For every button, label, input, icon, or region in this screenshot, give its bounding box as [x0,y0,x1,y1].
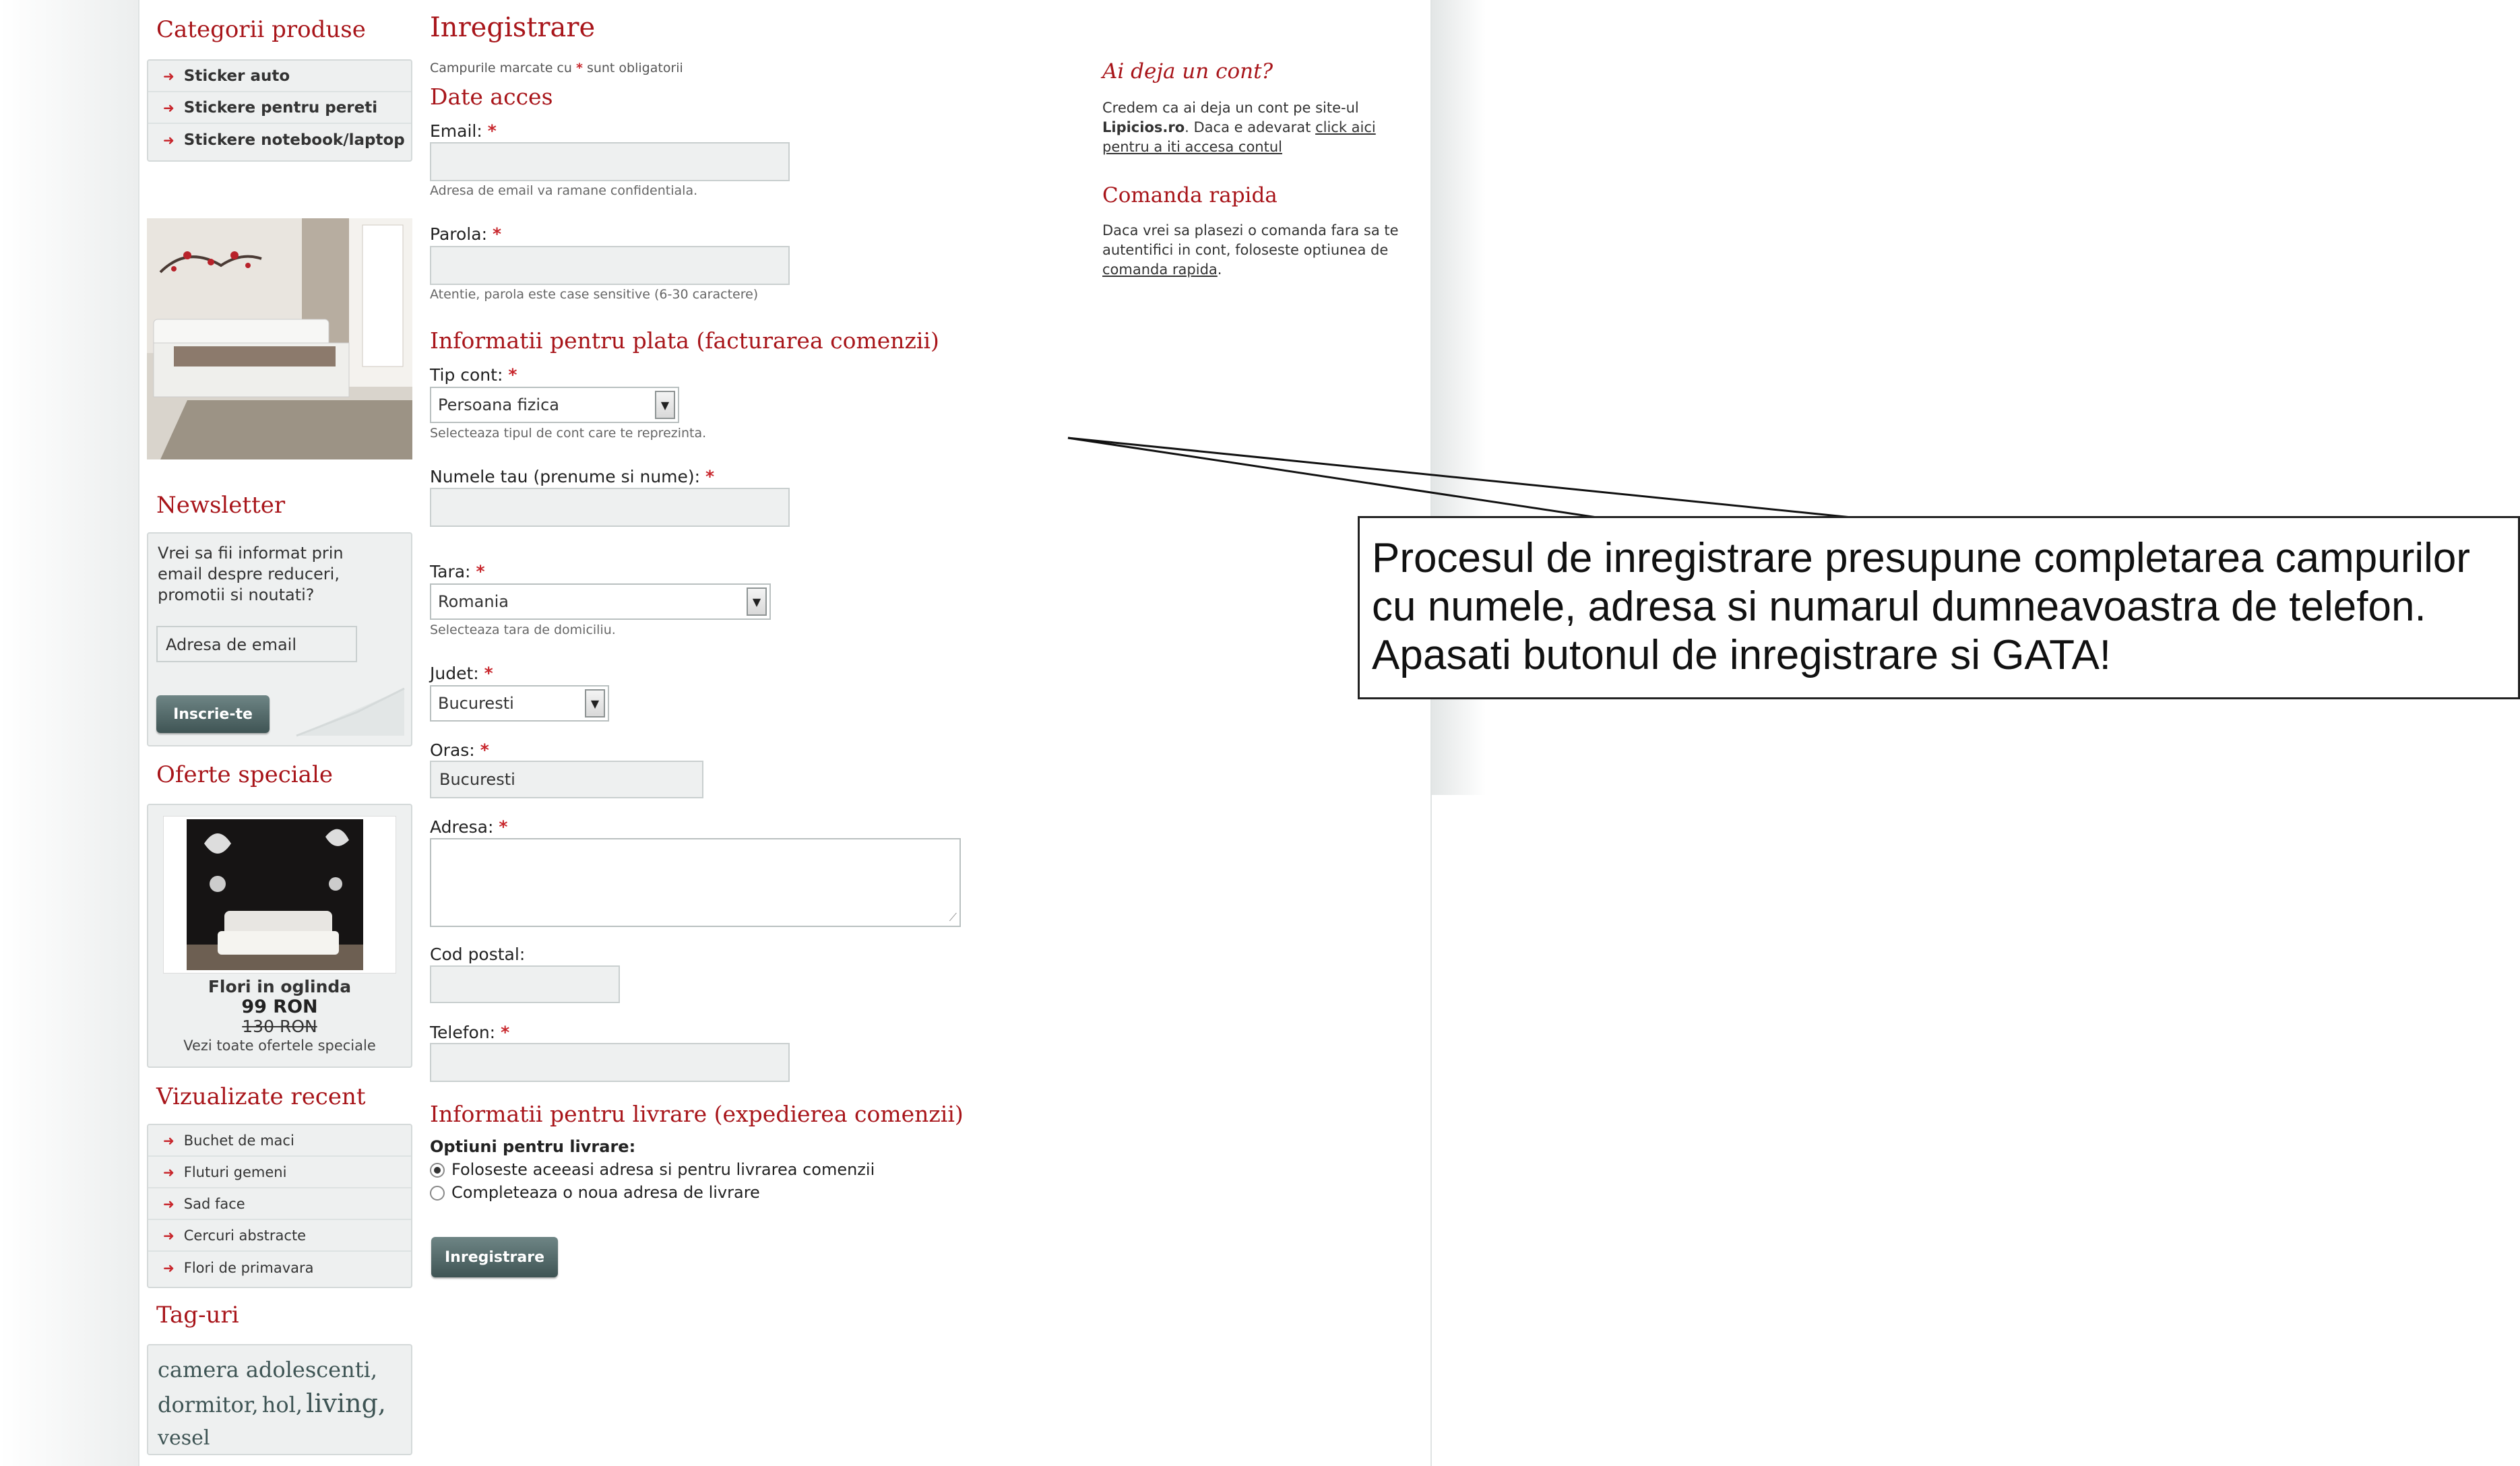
recent-item[interactable]: ➜ Cercuri abstracte [148,1220,411,1252]
email-label: Email: * [430,121,497,141]
callout-line: Procesul de inregistrare presupune completarea campurilor [1372,535,2471,581]
tag-cloud [147,1344,412,1455]
view-all-offers-link[interactable]: Vezi toate ofertele speciale [183,1038,376,1054]
city-field[interactable]: Bucuresti [430,761,703,798]
email-hint: Adresa de email va ramane confidentiala. [430,183,698,198]
category-item[interactable]: ➜ Stickere notebook/laptop [163,131,405,149]
offer-product-image[interactable] [163,816,396,974]
address-label: Adresa: * [430,817,508,837]
arrow-bullet-icon: ➜ [163,67,175,84]
offer-name[interactable]: Flori in oglinda [208,977,352,996]
offer-price: 99 RON [241,996,318,1017]
arrow-bullet-icon: ➜ [163,1259,175,1276]
city-label: Oras: * [430,740,489,760]
phone-label: Telefon: * [430,1023,510,1042]
section-billing-title: Informatii pentru plata (facturarea comenzii) [430,327,939,354]
account-type-select[interactable]: Persoana fizica ▼ [430,387,679,423]
category-item[interactable]: ➜ Sticker auto [148,61,411,92]
tag-link[interactable]: camera adolescenti, [158,1357,377,1382]
county-label: Judet: * [430,664,493,683]
country-hint: Selecteaza tara de domiciliu. [430,623,616,637]
existing-account-title: Ai deja un cont? [1102,59,1273,84]
category-item[interactable]: ➜ Stickere pentru pereti [148,92,411,124]
categories-title: Categorii produse [156,16,366,43]
tag-link[interactable]: vesel [158,1426,210,1450]
special-offers-title: Oferte speciale [156,761,333,788]
section-delivery-title: Informatii pentru livrare (expedierea comenzii) [430,1101,964,1127]
newsletter-email-input[interactable]: Adresa de email [156,626,357,662]
dropdown-arrow-icon: ▼ [747,587,767,616]
arrow-bullet-icon: ➜ [163,1195,175,1212]
login-link[interactable]: click aici [1315,119,1376,135]
recent-item[interactable]: ➜ Flori de primavara [163,1259,314,1276]
delivery-option-same[interactable]: Foloseste aceeasi adresa si pentru livrarea comenzii [430,1160,875,1179]
arrow-bullet-icon: ➜ [163,1227,175,1244]
tags-title: Tag-uri [156,1302,239,1329]
password-hint: Atentie, parola este case sensitive (6-30 caractere) [430,287,759,302]
section-access-title: Date acces [430,84,553,110]
county-select[interactable]: Bucuresti ▼ [430,685,609,722]
page-background-left [0,0,138,1466]
radio-selected-icon[interactable] [430,1163,445,1178]
postal-code-label: Cod postal: [430,945,526,964]
name-field[interactable] [430,488,790,527]
password-field[interactable] [430,246,790,285]
recent-item[interactable]: ➜ Sad face [148,1188,411,1220]
newsletter-title: Newsletter [156,492,286,519]
instruction-callout [1358,516,2520,699]
resize-handle-icon[interactable]: ⟋ [949,911,957,924]
categories-list [147,59,412,162]
account-type-label: Tip cont: * [430,365,517,385]
subscribe-button[interactable]: Inscrie-te [156,695,270,733]
delivery-option-new[interactable]: Completeaza o noua adresa de livrare [430,1183,760,1202]
existing-account-text: Credem ca ai deja un cont pe site-ul Lipicios.ro. Daca e adevarat click aici pentru a iti accesa contul [1102,100,1376,155]
newsletter-box [147,532,412,746]
recent-item[interactable]: ➜ Buchet de maci [148,1125,411,1157]
dropdown-arrow-icon: ▼ [585,689,605,718]
arrow-bullet-icon: ➜ [163,131,175,148]
email-field[interactable] [430,142,790,181]
recent-item[interactable]: ➜ Fluturi gemeni [148,1157,411,1188]
page-title: Inregistrare [430,12,596,43]
login-link-continued[interactable]: pentru a iti accesa contul [1102,139,1282,155]
quick-order-text: Daca vrei sa plasezi o comanda fara sa te autentifici in cont, foloseste optiunea de comanda rapida. [1102,222,1399,278]
delivery-options-label: Optiuni pentru livrare: [430,1137,636,1156]
account-type-hint: Selecteaza tipul de cont care te reprezinta. [430,426,707,441]
recently-viewed-list [147,1124,412,1288]
newsletter-text: Vrei sa fii informat prin email despre reduceri, promotii si noutati? [158,544,344,604]
tag-link[interactable]: hol, [261,1392,303,1417]
country-select[interactable]: Romania ▼ [430,583,771,620]
bedroom-promo-image[interactable] [147,218,412,459]
recently-viewed-title: Vizualizate recent [156,1083,366,1110]
quick-order-title: Comanda rapida [1102,183,1278,208]
arrow-bullet-icon: ➜ [163,99,175,116]
required-fields-note: Campurile marcate cu * sunt obligatorii [430,61,683,75]
dropdown-arrow-icon: ▼ [655,391,675,419]
tag-link[interactable]: dormitor, [158,1392,259,1417]
quick-order-link[interactable]: comanda rapida [1102,261,1218,278]
arrow-bullet-icon: ➜ [163,1164,175,1180]
offer-old-price: 130 RON [242,1017,317,1036]
envelope-watermark-icon [290,648,411,742]
name-label: Numele tau (prenume si nume): * [430,467,715,486]
arrow-bullet-icon: ➜ [163,1132,175,1149]
radio-unselected-icon[interactable] [430,1186,445,1201]
password-label: Parola: * [430,224,502,244]
register-button[interactable]: Inregistrare [431,1237,558,1277]
callout-line: cu numele, adresa si numarul dumneavoastra de telefon. [1372,583,2426,630]
tag-link[interactable]: living, [306,1389,386,1418]
address-textarea[interactable] [430,838,961,927]
country-label: Tara: * [430,562,485,581]
special-offers-box [147,804,412,1068]
phone-field[interactable] [430,1043,790,1082]
callout-pointer-lines [1065,431,1860,519]
postal-code-field[interactable] [430,965,620,1003]
callout-line: Apasati butonul de inregistrare si GATA! [1372,632,2112,678]
